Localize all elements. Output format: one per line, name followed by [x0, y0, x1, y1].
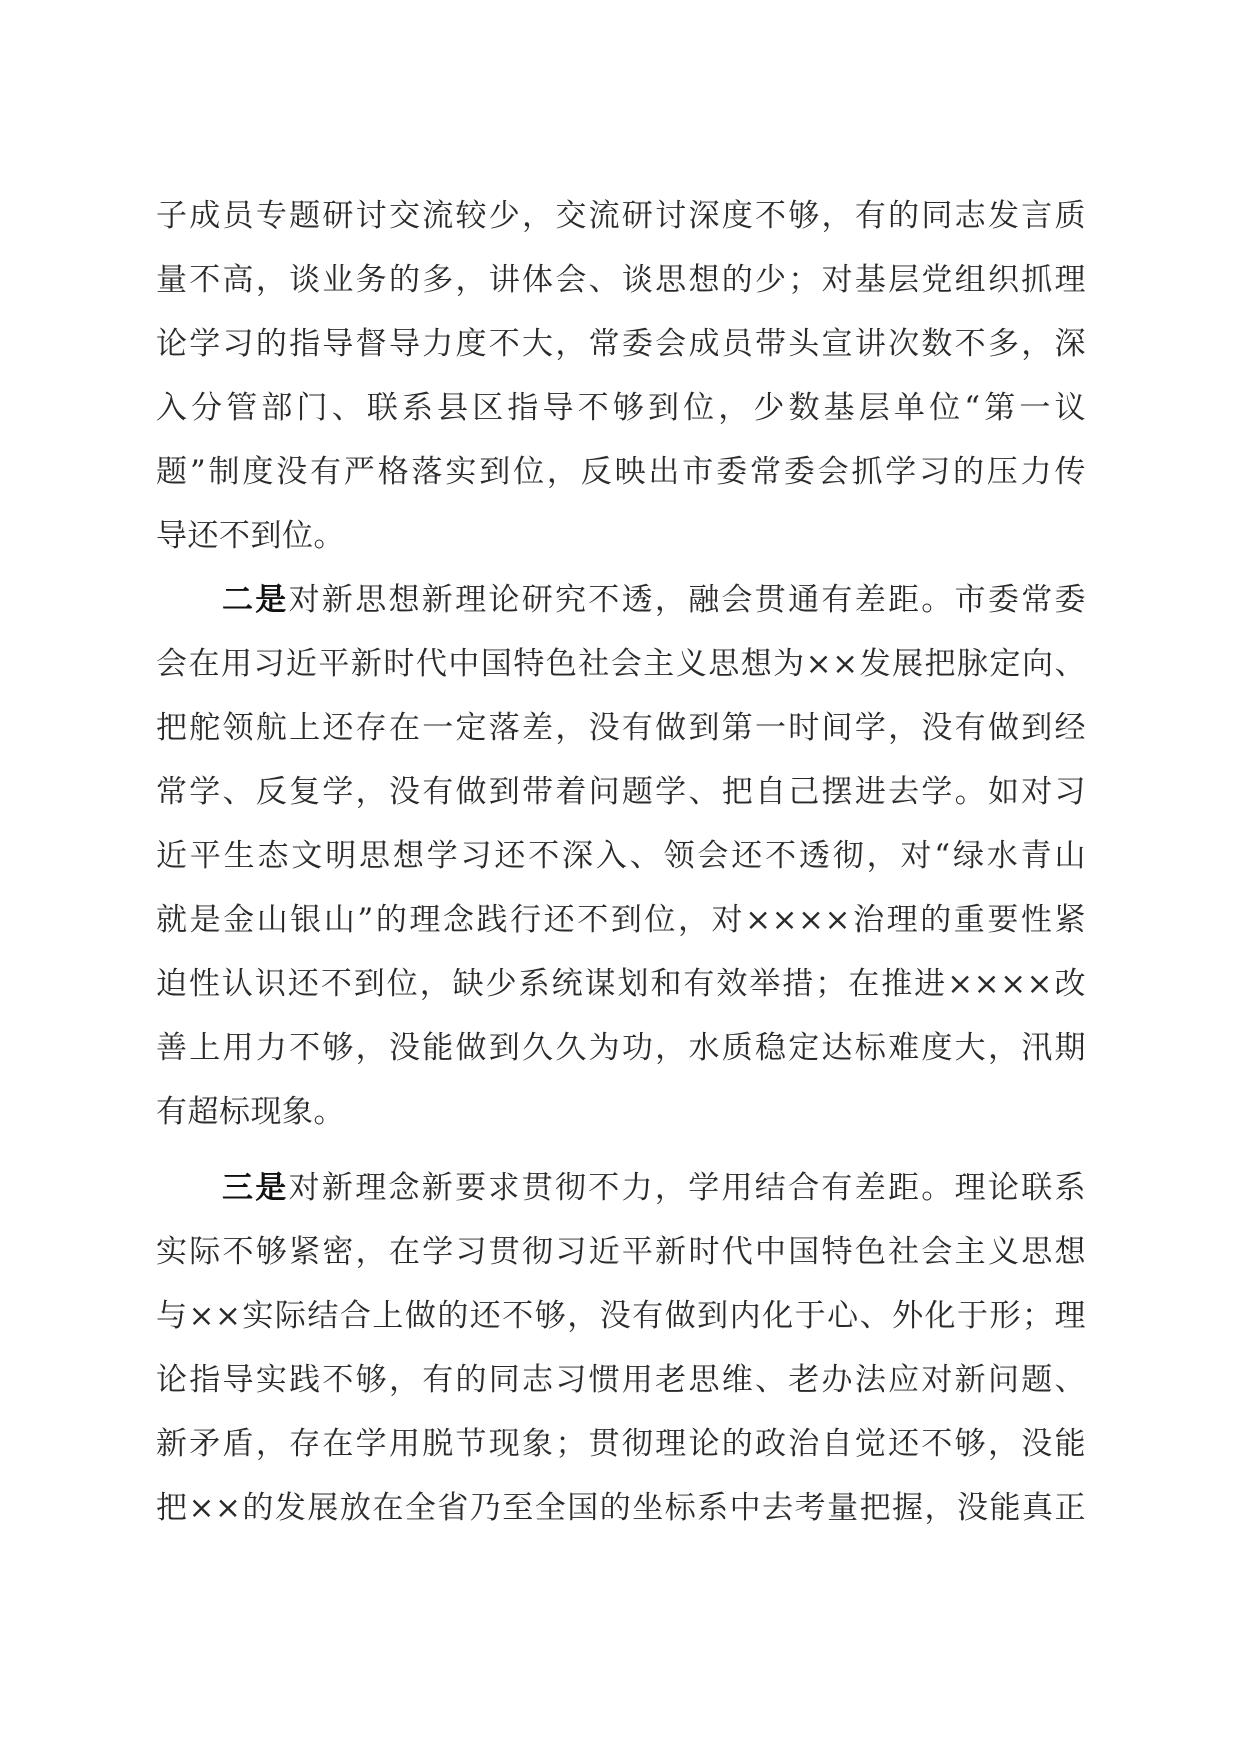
paragraph-2-line-5: 近平生态文明思想学习还不深入、领会还不透彻，对“绿水青山 — [156, 838, 1086, 874]
paragraph-2-line-3: 把舵领航上还存在一定落差，没有做到第一时间学，没有做到经 — [156, 710, 1086, 746]
paragraph-1-line-1: 子成员专题研讨交流较少，交流研讨深度不够，有的同志发言质 — [156, 198, 1086, 234]
paragraph-2-first-line-text: 对新思想新理论研究不透，融会贯通有差距。市委常委 — [288, 582, 1087, 618]
paragraph-1-line-3: 论学习的指导督导力度不大，常委会成员带头宣讲次数不多，深 — [156, 326, 1086, 362]
paragraph-1-line-5: 题”制度没有严格落实到位，反映出市委常委会抓学习的压力传 — [156, 454, 1086, 490]
paragraph-2-first-line — [222, 570, 1086, 630]
paragraph-2-line-7: 迫性认识还不到位，缺少系统谋划和有效举措；在推进××××改 — [156, 966, 1086, 1002]
paragraph-2-line-6: 就是金山银山”的理念践行还不到位，对××××治理的重要性紧 — [156, 902, 1086, 938]
paragraph-1-line-4: 入分管部门、联系县区指导不够到位，少数基层单位“第一议 — [156, 390, 1086, 426]
paragraph-2-line-2: 会在用习近平新时代中国特色社会主义思想为××发展把脉定向、 — [156, 646, 1086, 682]
paragraph-3-line-4: 论指导实践不够，有的同志习惯用老思维、老办法应对新问题、 — [156, 1362, 1086, 1398]
paragraph-2-line-4: 常学、反复学，没有做到带着问题学、把自己摆进去学。如对习 — [156, 774, 1086, 810]
paragraph-1-line-6: 导还不到位。 — [156, 518, 345, 554]
paragraph-2-line-8: 善上用力不够，没能做到久久为功，水质稳定达标难度大，汛期 — [156, 1030, 1086, 1066]
paragraph-1-line-2: 量不高，谈业务的多，讲体会、谈思想的少；对基层党组织抓理 — [156, 262, 1086, 298]
paragraph-3-line-3: 与××实际结合上做的还不够，没有做到内化于心、外化于形；理 — [156, 1298, 1086, 1334]
paragraph-3-line-2: 实际不够紧密，在学习贯彻习近平新时代中国特色社会主义思想 — [156, 1234, 1086, 1270]
paragraph-3-line-5: 新矛盾，存在学用脱节现象；贯彻理论的政治自觉还不够，没能 — [156, 1426, 1086, 1462]
paragraph-3-lead: 三是 — [222, 1170, 289, 1206]
paragraph-2-line-9: 有超标现象。 — [156, 1094, 345, 1130]
paragraph-3-line-6: 把××的发展放在全省乃至全国的坐标系中去考量把握，没能真正 — [156, 1490, 1086, 1526]
paragraph-3-first-line — [222, 1158, 1086, 1218]
paragraph-3-first-line-text: 对新理念新要求贯彻不力，学用结合有差距。理论联系 — [288, 1170, 1087, 1206]
paragraph-2-lead: 二是 — [222, 582, 289, 618]
